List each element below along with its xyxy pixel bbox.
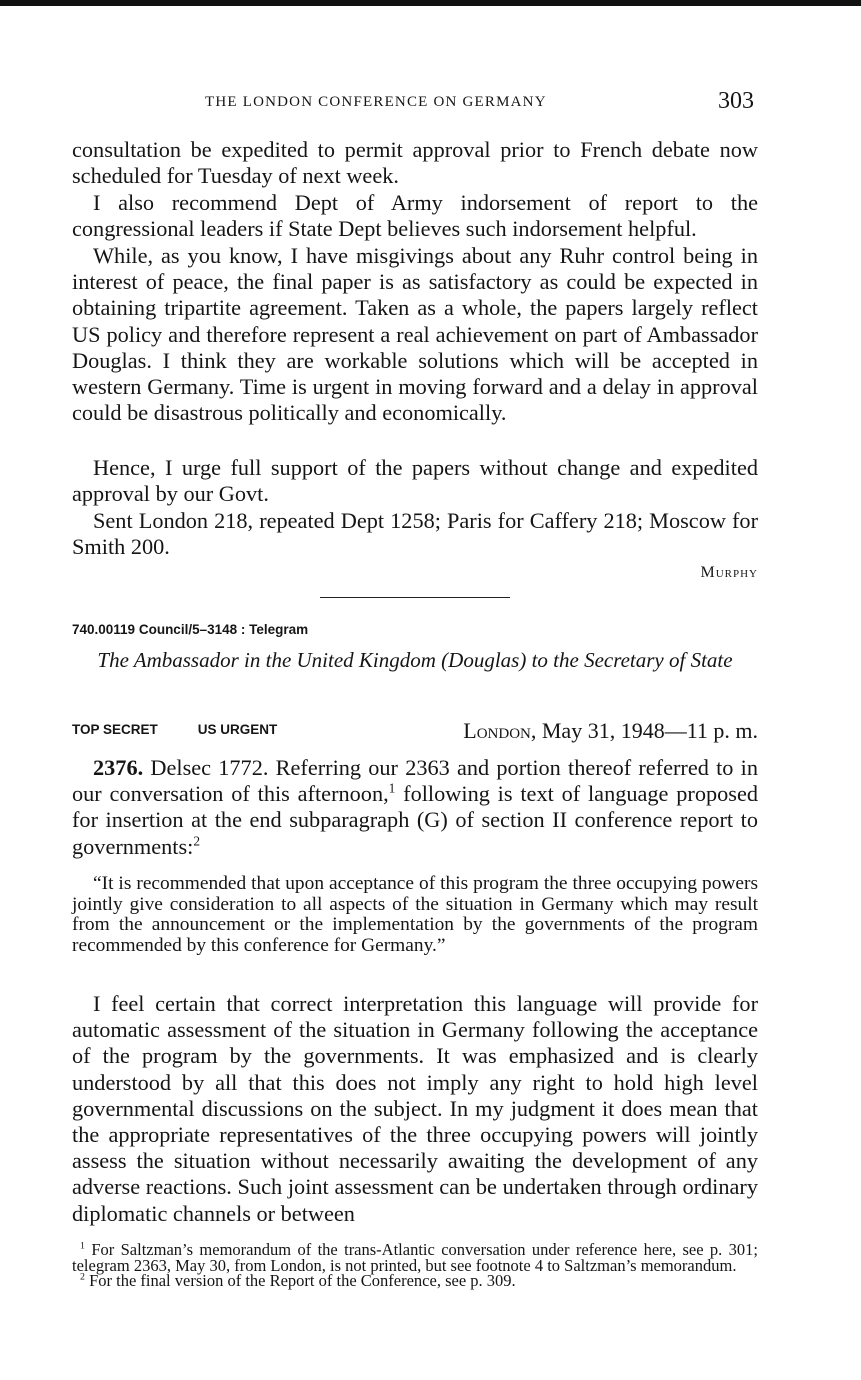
footnote-1: $^1$ For Saltzman’s memorandum of the trans-Atlantic conversation under reference here, see p. 301; telegram 2363, May 30, from London, is not printed, but see footnote 4 to Saltzman’s memorandum. bbox=[72, 1240, 759, 1275]
page-number: 303 bbox=[718, 88, 754, 114]
footnote-ref: 1 bbox=[388, 780, 396, 796]
footnote-ref: 2 bbox=[193, 833, 201, 849]
classification-line bbox=[72, 722, 317, 737]
signature: Murphy bbox=[700, 564, 758, 581]
body-paragraph: consultation be expedited to permit approval prior to French debate now scheduled for Tuesday of next week. bbox=[72, 137, 758, 189]
footnote-2: $^2$ For the final version of the Report of the Conference, see p. 309. bbox=[80, 1271, 516, 1290]
body-paragraph: I also recommend Dept of Army indorsement of report to the congressional leaders if State Dept believes such indorsement helpful. bbox=[72, 190, 758, 242]
body-paragraph: Sent London 218, repeated Dept 1258; Paris for Caffery 218; Moscow for Smith 200. bbox=[72, 508, 758, 560]
file-reference: 740.00119 Council/5–3148 : Telegram bbox=[72, 622, 309, 637]
dateline-date: , May 31, 1948—11 p. m. bbox=[530, 718, 758, 743]
body-paragraph: I feel certain that correct interpretation this language will provide for automatic assessment of the situation in Germany following the acceptance of the program by the governments. It was emphasized and is clearly understood by all that this does not imply any right to hold high level governmental discussions on the subject. In my judgment it does mean that the appropriate representatives of the three occupying powers will jointly assess the situation without necessarily awaiting the development of any adverse reactions. Such joint assessment can be undertaken through ordinary diplomatic channels or between bbox=[72, 991, 758, 1226]
dateline-place: London bbox=[463, 718, 531, 743]
body-paragraph: 2376. Delsec 1772. Referring our 2363 and portion thereof referred to in our conversation of this afternoon,$^1$ following is text of language proposed for insertion at the end subparagraph (G) of section II conference report to governments:$^2$ bbox=[72, 755, 758, 859]
quoted-text: “It is recommended that upon acceptance of this program the three occupying powers jointly give consideration to all aspects of the situation in Germany which may result from the announcement or the implementation by the governments of the program recommended by this conference for Germany.” bbox=[72, 873, 758, 956]
priority: US URGENT bbox=[197, 722, 278, 737]
body-paragraph: Hence, I urge full support of the papers without change and expedited approval by our Govt. bbox=[72, 455, 758, 507]
dateline bbox=[463, 718, 758, 744]
classification: TOP SECRET bbox=[72, 722, 158, 737]
body-paragraph: While, as you know, I have misgivings about any Ruhr control being in interest of peace, the final paper is as satisfactory as could be expected in obtaining tripartite agreement. Taken as a whole, the papers largely reflect US policy and therefore represent a real achievement on part of Ambassador Douglas. I think they are workable solutions which will be accepted in western Germany. Time is urgent in moving forward and a delay in approval could be disastrous politically and economically. bbox=[72, 243, 758, 426]
footnotes bbox=[72, 1242, 758, 1289]
section-divider bbox=[320, 597, 510, 598]
telegram-number: 2376. bbox=[93, 755, 144, 780]
document-title: The Ambassador in the United Kingdom (Douglas) to the Secretary of State bbox=[97, 648, 733, 672]
running-title: THE LONDON CONFERENCE ON GERMANY bbox=[205, 94, 547, 110]
